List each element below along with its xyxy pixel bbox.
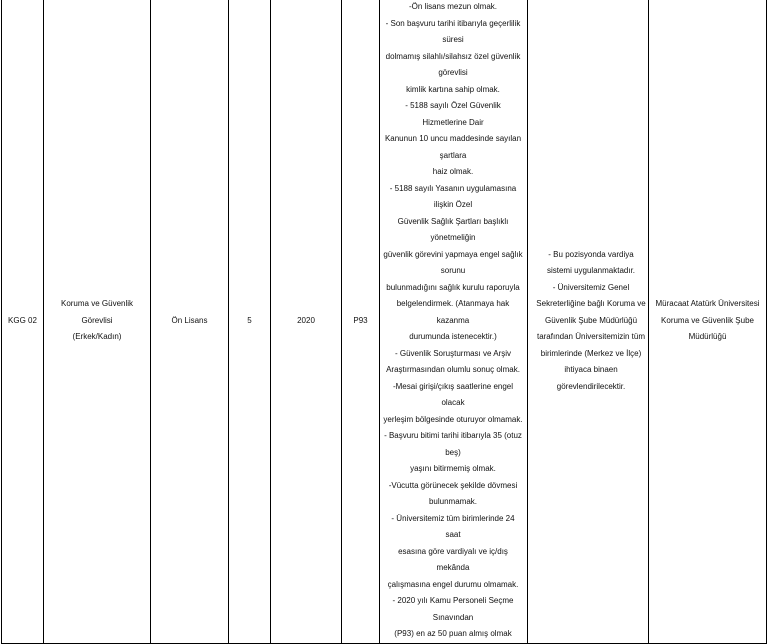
application-place-line: Müdürlüğü xyxy=(688,332,727,341)
note-line: - Üniversitemiz Genel xyxy=(552,282,630,292)
note-line: Sekreterliğine bağlı Koruma ve xyxy=(536,299,646,308)
position-title-line: Görevlisi xyxy=(81,315,113,325)
requirement-line: çalışmasına engel durumu olmamak. xyxy=(387,579,519,589)
score-type: P93 xyxy=(342,0,380,643)
position-title-line: Koruma ve Güvenlik xyxy=(60,299,134,308)
job-listing-table xyxy=(1,0,767,644)
note-line: birimlerinde (Merkez ve İlçe) xyxy=(540,348,642,358)
requirements-cell xyxy=(380,0,528,643)
position-code: KGG 02 xyxy=(2,0,44,643)
notes-cell xyxy=(528,0,649,643)
requirement-line: - Üniversitemiz tüm birimlerinde 24 saat xyxy=(391,513,515,539)
education-level: Ön Lisans xyxy=(151,0,229,643)
requirement-line: dolmamış silahlı/silahsız özel güvenlik görevlisi xyxy=(385,51,521,77)
notes-list xyxy=(528,247,648,396)
requirement-line: - 2020 yılı Kamu Personeli Seçme Sınavından xyxy=(392,596,514,622)
note-line: tarafından Üniversitemizin tüm xyxy=(536,332,646,341)
position-quantity: 5 xyxy=(229,0,271,643)
requirement-line: haiz olmak. xyxy=(432,167,474,176)
requirement-line: belgelendirmek. (Atanmaya hak kazanma xyxy=(396,299,510,325)
requirement-line: - 5188 sayılı Yasanın uygulamasına ilişkin Özel xyxy=(389,183,517,209)
table-row xyxy=(2,0,767,643)
requirement-line: - Güvenlik Soruşturması ve Arşiv xyxy=(394,348,512,358)
requirement-line: Kanunun 10 uncu maddesinde sayılan şartlara xyxy=(384,134,522,160)
requirement-line: -Ön lisans mezun olmak. xyxy=(408,2,498,11)
requirement-line: -Vücutta görünecek şekilde dövmesi xyxy=(388,480,518,490)
note-line: sistemi uygulanmaktadır. xyxy=(546,266,636,275)
note-line: görevlendirilecektir. xyxy=(556,381,626,391)
requirement-line: durumunda istenecektir.) xyxy=(409,332,497,341)
requirement-line: bulunmamak. xyxy=(428,497,478,506)
requirement-line: Güvenlik Sağlık Şartları başlıklı yönetmeliğin xyxy=(397,216,509,242)
note-line: - Bu pozisyonda vardiya xyxy=(548,249,634,259)
requirements-list xyxy=(380,0,527,643)
application-place-line: Müracaat Atatürk Üniversitesi xyxy=(655,299,760,308)
note-line: Güvenlik Şube Müdürlüğü xyxy=(544,315,638,325)
requirement-line: - Başvuru bitimi tarihi itibarıyla 35 (otuz beş) xyxy=(384,431,522,457)
requirement-line: - 5188 sayılı Özel Güvenlik Hizmetlerine Dair xyxy=(405,101,501,127)
position-title-line: (Erkek/Kadın) xyxy=(72,332,122,341)
requirement-line: bulunmadığını sağlık kurulu raporuyla xyxy=(386,282,520,292)
requirement-line: kimlik kartına sahip olmak. xyxy=(406,84,500,94)
position-title xyxy=(44,0,151,643)
application-place-line: Koruma ve Güvenlik Şube xyxy=(661,315,754,325)
kpss-year: 2020 xyxy=(271,0,342,643)
application-place xyxy=(649,0,767,643)
requirement-line: - Son başvuru tarihi itibarıyla geçerlilik süresi xyxy=(385,18,521,44)
requirement-line: Araştırmasından olumlu sonuç olmak. xyxy=(386,365,520,374)
requirement-line: esasına göre vardiyalı ve iç/dış mekânda xyxy=(398,546,508,572)
requirement-line: (P93) en az 50 puan almış olmak xyxy=(394,629,512,638)
note-line: ihtiyaca binaen xyxy=(564,365,618,374)
requirement-line: güvenlik görevini yapmaya engel sağlık sorunu xyxy=(383,249,523,275)
requirement-line: yaşını bitirmemiş olmak. xyxy=(410,464,496,473)
requirement-line: yerleşim bölgesinde oturuyor olmamak. xyxy=(383,414,523,424)
requirement-line: -Mesai girişi/çıkış saatlerine engel olacak xyxy=(392,381,514,407)
